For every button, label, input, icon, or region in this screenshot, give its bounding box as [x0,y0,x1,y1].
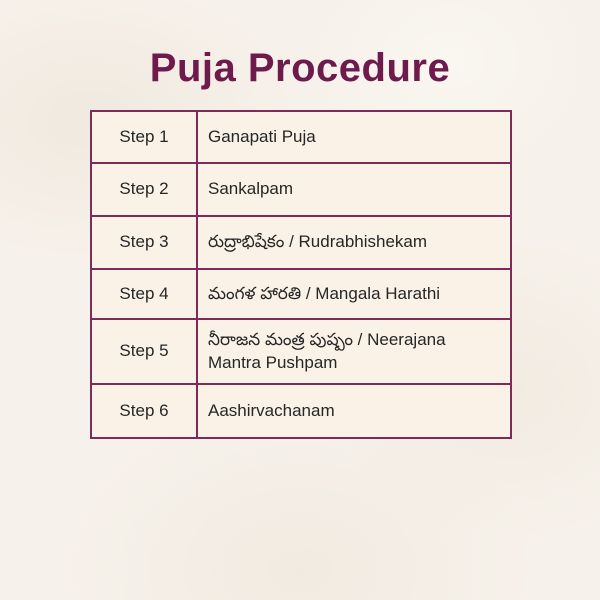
step-label: Step 2 [91,163,197,216]
table-row [91,319,511,384]
page-title: Puja Procedure [149,46,451,90]
table-row [91,163,511,216]
step-label: Step 3 [91,216,197,269]
step-label: Step 4 [91,269,197,319]
table-row [91,111,511,163]
step-description: Sankalpam [197,163,511,216]
step-label: Step 5 [91,319,197,384]
step-description: Ganapati Puja [197,111,511,163]
step-label: Step 1 [91,111,197,163]
table-row [91,384,511,438]
step-description: రుద్రాభిషేకం / Rudrabhishekam [197,216,511,269]
table-row [91,269,511,319]
step-description: Aashirvachanam [197,384,511,438]
step-description: మంగళ హారతి / Mangala Harathi [197,269,511,319]
puja-steps-table [90,110,512,439]
step-description: నీరాజన మంత్ర పుష్పం / Neerajana Mantra Pushpam [197,319,511,384]
step-label: Step 6 [91,384,197,438]
table-row [91,216,511,269]
